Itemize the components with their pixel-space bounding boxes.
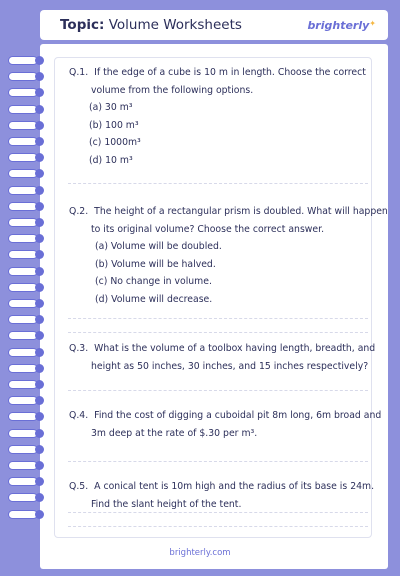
- question-3: [69, 340, 375, 375]
- question-text-continued: [69, 496, 374, 514]
- question-4: [69, 407, 381, 442]
- question-number: Q.5.: [69, 481, 89, 492]
- ring-hole: [35, 153, 44, 162]
- binding-ring: [8, 493, 44, 502]
- ring-loop: [8, 364, 38, 373]
- worksheet-header: [40, 10, 388, 40]
- question-number: Q.3.: [69, 343, 89, 354]
- ring-hole: [35, 88, 44, 97]
- binding-ring: [8, 250, 44, 259]
- question-text: [69, 340, 375, 358]
- binding-ring: [8, 267, 44, 276]
- ring-hole: [35, 461, 44, 470]
- ring-loop: [8, 72, 38, 81]
- binding-ring: [8, 283, 44, 292]
- answer-line: [68, 183, 368, 184]
- topic-value: Volume Worksheets: [108, 17, 242, 33]
- answer-option: (c) 1000m³: [89, 137, 141, 148]
- page-title: [60, 17, 242, 33]
- ring-loop: [8, 121, 38, 130]
- binding-ring: [8, 218, 44, 227]
- ring-loop: [8, 105, 38, 114]
- ring-hole: [35, 348, 44, 357]
- ring-hole: [35, 493, 44, 502]
- ring-hole: [35, 331, 44, 340]
- ring-hole: [35, 299, 44, 308]
- binding-ring: [8, 88, 44, 97]
- ring-loop: [8, 202, 38, 211]
- binding-ring: [8, 380, 44, 389]
- ring-hole: [35, 364, 44, 373]
- question-line: The height of a rectangular prism is doubled. What will happen: [94, 206, 388, 217]
- question-text-continued: [69, 358, 375, 376]
- binding-ring: [8, 445, 44, 454]
- ring-loop: [8, 137, 38, 146]
- binding-ring: [8, 121, 44, 130]
- ring-hole: [35, 186, 44, 195]
- ring-loop: [8, 267, 38, 276]
- ring-hole: [35, 445, 44, 454]
- ring-loop: [8, 283, 38, 292]
- answer-line: [68, 390, 368, 391]
- binding-ring: [8, 169, 44, 178]
- ring-loop: [8, 169, 38, 178]
- answer-line: [68, 461, 368, 462]
- footer-url[interactable]: brighterly.com: [169, 548, 231, 558]
- topic-label: Topic:: [60, 17, 105, 33]
- binding-ring: [8, 331, 44, 340]
- ring-hole: [35, 218, 44, 227]
- ring-loop: [8, 250, 38, 259]
- ring-loop: [8, 493, 38, 502]
- binding-ring: [8, 348, 44, 357]
- ring-hole: [35, 121, 44, 130]
- ring-loop: [8, 429, 38, 438]
- ring-hole: [35, 105, 44, 114]
- binding-ring: [8, 412, 44, 421]
- ring-loop: [8, 186, 38, 195]
- binding-ring: [8, 364, 44, 373]
- binding-ring: [8, 461, 44, 470]
- answer-line: [68, 318, 368, 319]
- ring-hole: [35, 396, 44, 405]
- question-number: Q.2.: [69, 206, 89, 217]
- ring-loop: [8, 153, 38, 162]
- ring-loop: [8, 331, 38, 340]
- binding-ring: [8, 56, 44, 65]
- question-text: [69, 64, 366, 82]
- question-text: [69, 478, 374, 496]
- ring-hole: [35, 429, 44, 438]
- question-line: Find the cost of digging a cuboidal pit 8m long, 6m broad and: [94, 410, 382, 421]
- answer-option: (a) Volume will be doubled.: [95, 241, 222, 252]
- binding-ring: [8, 429, 44, 438]
- binding-ring: [8, 153, 44, 162]
- question-1: [69, 64, 366, 169]
- ring-hole: [35, 315, 44, 324]
- binding-ring: [8, 137, 44, 146]
- ring-hole: [35, 137, 44, 146]
- ring-loop: [8, 461, 38, 470]
- question-text: [69, 407, 381, 425]
- ring-loop: [8, 477, 38, 486]
- ring-loop: [8, 380, 38, 389]
- question-line: to its original volume? Choose the correct answer.: [91, 223, 325, 235]
- ring-loop: [8, 234, 38, 243]
- binding-ring: [8, 186, 44, 195]
- ring-loop: [8, 396, 38, 405]
- question-line: Find the slant height of the tent.: [91, 498, 242, 510]
- ring-loop: [8, 510, 38, 519]
- ring-hole: [35, 56, 44, 65]
- ring-hole: [35, 169, 44, 178]
- question-line: What is the volume of a toolbox having length, breadth, and: [94, 343, 376, 354]
- question-line: height as 50 inches, 30 inches, and 15 inches respectively?: [91, 360, 369, 372]
- ring-loop: [8, 88, 38, 97]
- ring-hole: [35, 234, 44, 243]
- question-2: [69, 203, 388, 308]
- ring-loop: [8, 315, 38, 324]
- question-line: A conical tent is 10m high and the radius of its base is 24m.: [94, 481, 375, 492]
- binding-ring: [8, 72, 44, 81]
- question-line: If the edge of a cube is 10 m in length. Choose the correct: [94, 67, 366, 78]
- answer-option: (b) Volume will be halved.: [95, 258, 216, 270]
- ring-hole: [35, 283, 44, 292]
- ring-hole: [35, 510, 44, 519]
- question-text-continued: [69, 425, 381, 443]
- answer-option: (d) Volume will decrease.: [95, 293, 213, 305]
- binding-ring: [8, 396, 44, 405]
- ring-loop: [8, 348, 38, 357]
- question-text: [69, 203, 388, 221]
- question-text-continued: [69, 221, 388, 239]
- question-5: [69, 478, 374, 513]
- question-line: 3m deep at the rate of $.30 per m³.: [91, 427, 258, 439]
- binding-ring: [8, 234, 44, 243]
- ring-hole: [35, 250, 44, 259]
- ring-loop: [8, 218, 38, 227]
- answer-option: (a) 30 m³: [89, 102, 133, 113]
- brighterly-logo: [307, 19, 376, 32]
- ring-hole: [35, 72, 44, 81]
- binding-ring: [8, 299, 44, 308]
- answer-line: [68, 526, 368, 527]
- answer-line: [68, 512, 368, 513]
- answer-option: (d) 10 m³: [89, 154, 133, 166]
- ring-loop: [8, 56, 38, 65]
- ring-loop: [8, 445, 38, 454]
- question-text-continued: [69, 82, 366, 100]
- question-number: Q.1.: [69, 67, 89, 78]
- answer-option: (c) No change in volume.: [95, 276, 212, 287]
- binding-ring: [8, 315, 44, 324]
- ring-hole: [35, 477, 44, 486]
- binding-ring: [8, 202, 44, 211]
- binding-ring: [8, 105, 44, 114]
- logo-text: brighterly: [307, 18, 370, 32]
- binding-ring: [8, 510, 44, 519]
- question-number: Q.4.: [69, 410, 89, 421]
- answer-option: (b) 100 m³: [89, 119, 139, 131]
- logo-star-icon: ✦: [369, 18, 376, 28]
- ring-hole: [35, 380, 44, 389]
- answer-line: [68, 332, 368, 333]
- ring-hole: [35, 267, 44, 276]
- ring-loop: [8, 299, 38, 308]
- binding-ring: [8, 477, 44, 486]
- ring-loop: [8, 412, 38, 421]
- question-line: volume from the following options.: [91, 84, 254, 96]
- ring-hole: [35, 412, 44, 421]
- ring-hole: [35, 202, 44, 211]
